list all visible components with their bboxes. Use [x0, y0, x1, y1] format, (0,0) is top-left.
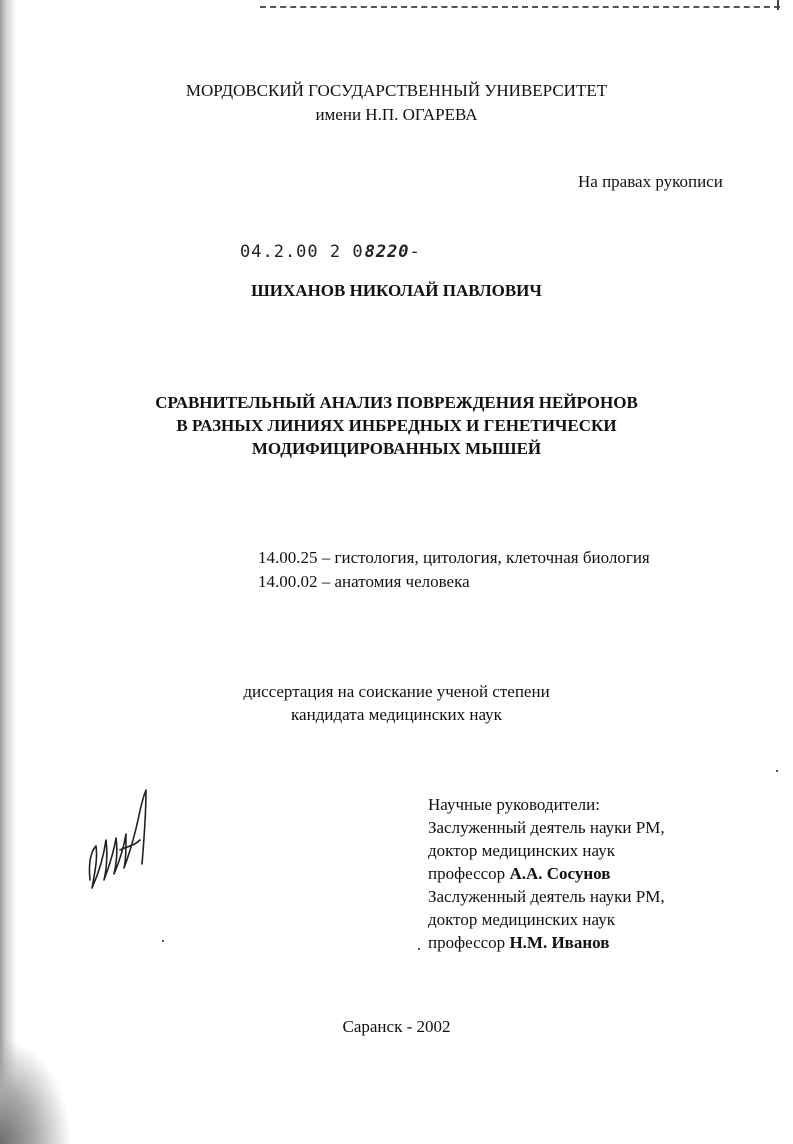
- supervisor-1-line: [428, 863, 610, 885]
- registration-stamp: [240, 242, 421, 262]
- title-line-1: СРАВНИТЕЛЬНЫЙ АНАЛИЗ ПОВРЕЖДЕНИЯ НЕЙРОНОВ: [155, 393, 638, 412]
- university-name: МОРДОВСКИЙ ГОСУДАРСТВЕННЫЙ УНИВЕРСИТЕТ: [185, 81, 608, 100]
- degree-line-2: кандидата медицинских наук: [291, 705, 502, 724]
- degree-line-1: диссертация на соискание ученой степени: [243, 682, 550, 701]
- scan-edge-right: [777, 0, 779, 10]
- specialty-2: 14.00.02 – анатомия человека: [258, 572, 470, 591]
- city-year: Саранск - 2002: [342, 1017, 451, 1036]
- supervisor-1-honor: Заслуженный деятель науки РМ,: [428, 818, 665, 837]
- stamp-handwritten-number: 8220: [364, 242, 410, 262]
- scan-speck: [162, 940, 164, 942]
- title-line-2: В РАЗНЫХ ЛИНИЯХ ИНБРЕДНЫХ И ГЕНЕТИЧЕСКИ: [176, 416, 617, 435]
- author-name: ШИХАНОВ НИКОЛАЙ ПАВЛОВИЧ: [251, 281, 542, 300]
- scan-speck: [776, 770, 778, 772]
- supervisor-2-honor: Заслуженный деятель науки РМ,: [428, 887, 665, 906]
- scan-shadow-left: [0, 0, 16, 1144]
- scan-edge-top: [260, 6, 780, 10]
- stamp-suffix: -: [409, 242, 421, 262]
- supervisor-2-title: профессор: [428, 933, 506, 952]
- author-signature: [80, 780, 170, 900]
- manuscript-rights: На правах рукописи: [578, 172, 723, 191]
- university-named-after: имени Н.П. ОГАРЕВА: [315, 105, 478, 124]
- supervisor-2-name: Н.М. Иванов: [509, 933, 610, 952]
- supervisors-heading: Научные руководители:: [428, 795, 600, 814]
- supervisor-2-line: [428, 932, 609, 954]
- scan-speck: [418, 948, 420, 950]
- supervisor-1-title: профессор: [428, 864, 506, 883]
- scan-shadow-bottom-left: [0, 1040, 70, 1144]
- supervisor-1-degree: доктор медицинских наук: [428, 841, 615, 860]
- supervisor-1-name: А.А. Сосунов: [509, 864, 611, 883]
- stamp-printed-number: 04.2.00 2 0: [240, 242, 364, 262]
- title-line-3: МОДИФИЦИРОВАННЫХ МЫШЕЙ: [251, 439, 542, 458]
- specialty-1: 14.00.25 – гистология, цитология, клеточная биология: [258, 548, 650, 567]
- supervisor-2-degree: доктор медицинских наук: [428, 910, 615, 929]
